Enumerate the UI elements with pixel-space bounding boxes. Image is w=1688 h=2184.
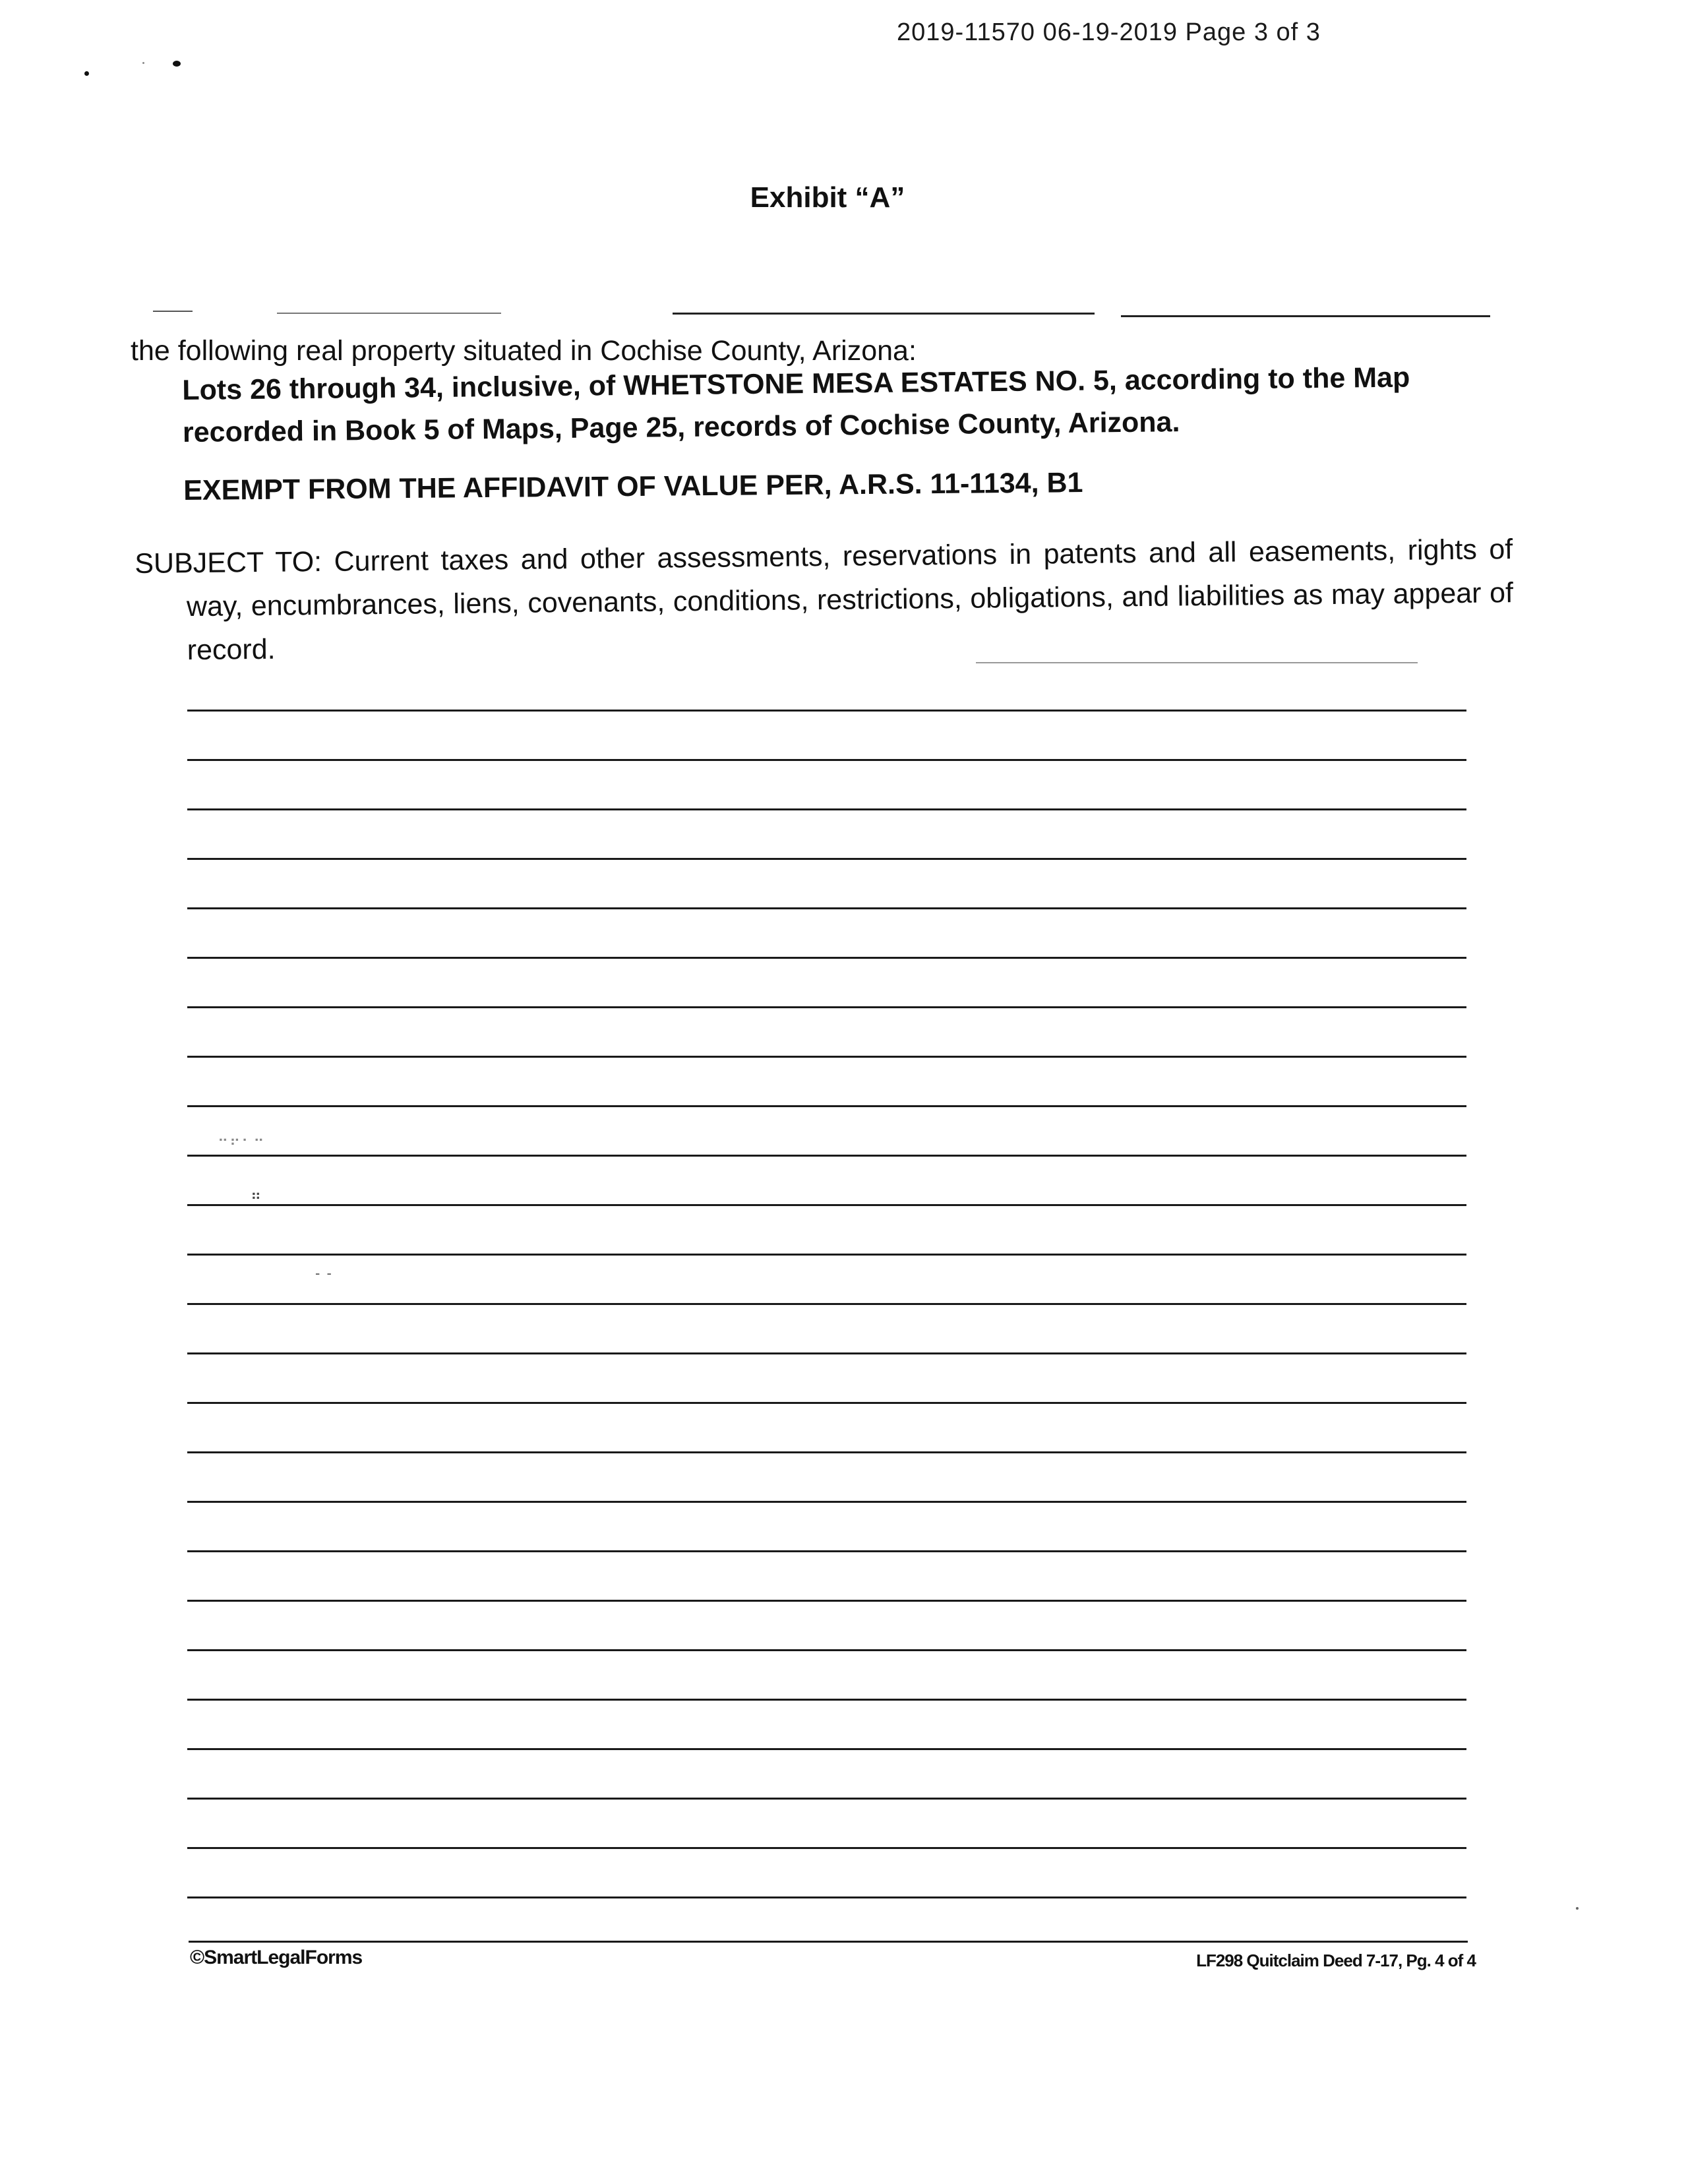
blank-line <box>187 710 1466 712</box>
blank-line <box>187 907 1466 909</box>
scan-speck <box>142 62 144 64</box>
recording-stamp: 2019-11570 06-19-2019 Page 3 of 3 <box>897 18 1321 46</box>
blank-line <box>187 858 1466 860</box>
blank-line <box>187 1600 1466 1602</box>
blank-line <box>187 1699 1466 1701</box>
scan-speck <box>84 71 89 76</box>
blank-line <box>187 1451 1466 1453</box>
blank-line <box>187 1303 1466 1305</box>
scan-artifact-line <box>673 313 1095 315</box>
scan-smudge: ⠒⠖⠂⠒ <box>218 1133 266 1149</box>
blank-line <box>187 1254 1466 1256</box>
subject-to-clause <box>135 528 1514 673</box>
blank-lines <box>187 710 1466 1946</box>
blank-line <box>187 1352 1466 1354</box>
footer-form-id: LF298 Quitclaim Deed 7-17, Pg. 4 of 4 <box>1196 1951 1476 1970</box>
blank-line <box>187 1798 1466 1800</box>
scan-smudge: - - <box>315 1265 333 1281</box>
blank-line <box>187 1550 1466 1552</box>
scan-speck <box>1576 1907 1579 1910</box>
blank-line <box>187 957 1466 959</box>
blank-line <box>187 1056 1466 1058</box>
blank-line <box>187 1155 1466 1157</box>
property-intro: the following real property situated in Cochise County, Arizona: <box>131 335 917 367</box>
blank-line <box>187 1501 1466 1503</box>
scan-artifact-line <box>153 311 193 312</box>
scan-artifact-line <box>1121 315 1490 317</box>
blank-line <box>187 808 1466 810</box>
blank-line <box>187 1649 1466 1651</box>
legal-description: Lots 26 through 34, inclusive, of WHETSTONE MESA ESTATES NO. 5, according to the Map recorded in Book 5 of Maps, Page 25, records of Cochise County, Arizona. <box>182 361 1410 448</box>
exempt-statement: EXEMPT FROM THE AFFIDAVIT OF VALUE PER, A.R.S. 11-1134, B1 <box>183 467 1083 506</box>
scan-speck <box>173 61 181 67</box>
scan-smudge: ⠶ <box>251 1187 263 1203</box>
blank-line <box>187 1847 1466 1849</box>
blank-line <box>187 1748 1466 1750</box>
footer-copyright: ©SmartLegalForms <box>190 1947 363 1968</box>
scan-artifact-line <box>277 313 501 314</box>
blank-line <box>187 1402 1466 1404</box>
scan-artifact-line <box>976 662 1418 663</box>
blank-line <box>187 1204 1466 1206</box>
blank-line <box>187 759 1466 761</box>
blank-line <box>187 1896 1466 1898</box>
subject-to-text: SUBJECT TO: Current taxes and other assessments, reservations in patents and all easements, rights of way, encumbrances, liens, covenants, conditions, restrictions, obligations, and liabilities as may appear of record. <box>135 533 1514 667</box>
blank-line <box>187 1105 1466 1107</box>
blank-line <box>187 1006 1466 1008</box>
exhibit-title: Exhibit “A” <box>750 181 905 214</box>
footer-rule <box>189 1941 1468 1943</box>
